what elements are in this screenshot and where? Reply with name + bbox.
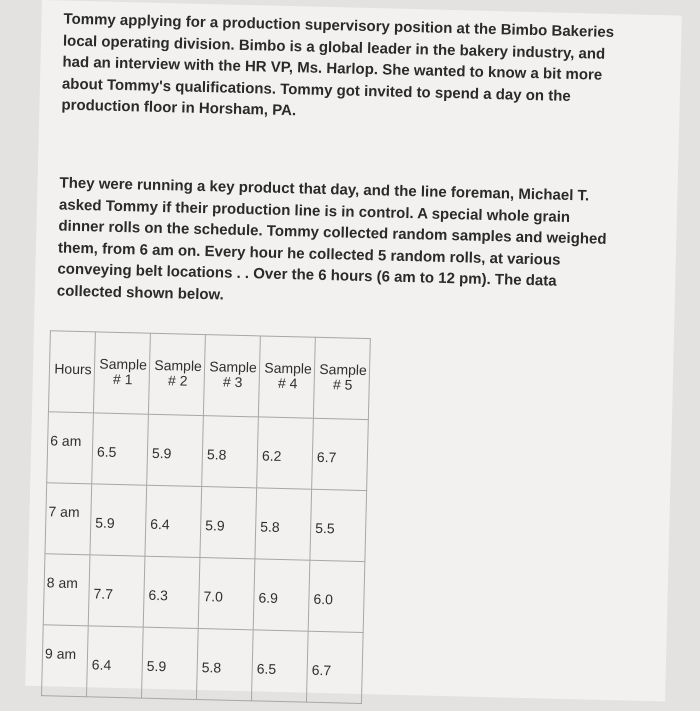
header-sample-3: Sample # 3 bbox=[203, 335, 260, 417]
value-cell: 6.9 bbox=[253, 559, 310, 631]
header-sample-5: Sample # 5 bbox=[313, 337, 370, 419]
value-cell: 5.9 bbox=[90, 484, 147, 556]
value-cell: 6.0 bbox=[308, 560, 365, 632]
value-cell: 6.2 bbox=[257, 417, 314, 489]
hour-cell: 8 am bbox=[43, 554, 90, 626]
value-cell: 6.7 bbox=[306, 631, 363, 703]
task-paragraph: They were running a key product that day, and the line foreman, Michael T. asked Tommy if their production line is in control. A special whole grain dinner rolls on the schedule. Tommy collected random samples and weighed them, from 6 am on. Every hour he collected 5 random rolls, at various conveying belt locations . . Over the 6 hours (6 am to 12 pm). The data collected shown below. bbox=[56, 174, 607, 304]
value-cell: 5.8 bbox=[255, 488, 312, 560]
intro-paragraph: Tommy applying for a production supervisory position at the Bimbo Bakeries local operating division. Bimbo is a global leader in the bakery industry, and had an interview with the HR VP, Ms. Harlop. She wanted to know a bit more about Tommy's qualifications. Tommy got invited to spend a day on the production floor in Horsham, PA. bbox=[61, 10, 615, 120]
table-header-row bbox=[48, 331, 370, 420]
value-cell: 5.9 bbox=[147, 414, 204, 486]
value-cell: 5.9 bbox=[141, 627, 198, 699]
header-sample-4: Sample # 4 bbox=[258, 336, 315, 418]
value-cell: 7.0 bbox=[198, 558, 255, 630]
table-row bbox=[42, 625, 364, 704]
value-cell: 5.5 bbox=[310, 489, 367, 561]
value-cell: 6.3 bbox=[143, 556, 200, 628]
value-cell: 5.8 bbox=[196, 629, 253, 701]
sample-data-table bbox=[41, 330, 371, 704]
value-cell: 5.9 bbox=[200, 487, 257, 559]
hour-cell: 7 am bbox=[45, 483, 92, 555]
value-cell: 6.5 bbox=[92, 413, 149, 485]
table-row bbox=[47, 412, 369, 491]
header-sample-2: Sample # 2 bbox=[148, 333, 205, 415]
value-cell: 6.4 bbox=[86, 626, 143, 698]
header-hours: Hours bbox=[48, 331, 95, 413]
hour-cell: 6 am bbox=[47, 412, 94, 484]
value-cell: 5.8 bbox=[202, 416, 259, 488]
value-cell: 6.4 bbox=[145, 485, 202, 557]
document-page bbox=[25, 0, 682, 701]
hour-cell: 9 am bbox=[42, 625, 89, 697]
value-cell: 6.7 bbox=[312, 418, 369, 490]
header-sample-1: Sample # 1 bbox=[93, 332, 150, 414]
value-cell: 7.7 bbox=[88, 555, 145, 627]
table-row bbox=[45, 483, 367, 562]
value-cell: 6.5 bbox=[251, 630, 308, 702]
table-row bbox=[43, 554, 365, 633]
